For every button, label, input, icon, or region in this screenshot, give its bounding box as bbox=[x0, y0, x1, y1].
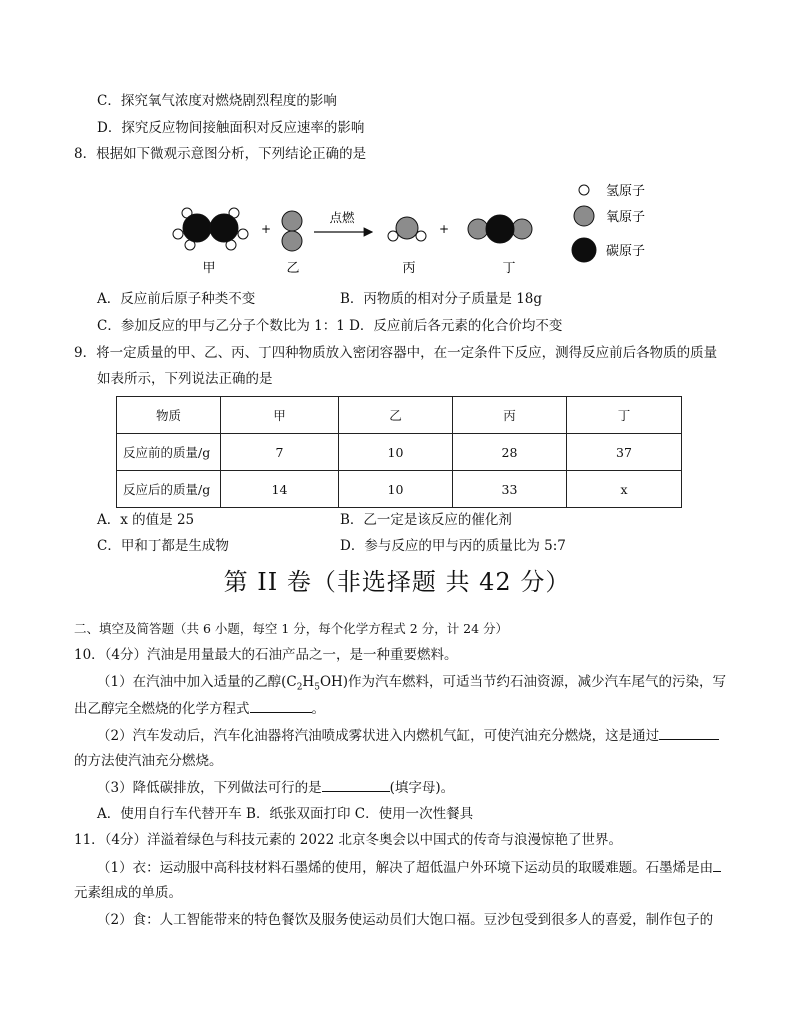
table-cell: 37 bbox=[567, 434, 682, 471]
q11-part2-line1: （2）食：人工智能带来的特色餐饮及服务使运动员们大饱口福。豆沙包受到很多人的喜爱，制作包子的 bbox=[97, 912, 714, 928]
q10-part3: （3）降低碳排放，下列做法可行的是 (填字母)。 bbox=[97, 780, 455, 796]
q8-option-b: B．丙物质的相对分子质量是 18g bbox=[340, 291, 543, 307]
q8-option-cd: C．参加反应的甲与乙分子个数比为 1：1 D．反应前后各元素的化合价均不变 bbox=[97, 318, 563, 334]
label-ding: 丁 bbox=[502, 261, 516, 276]
table-header-row bbox=[117, 397, 682, 434]
q10-part2-line1: （2）汽车发动后，汽车化油器将汽油喷成雾状进入内燃机气缸，可使汽油充分燃烧，这是通过 bbox=[97, 726, 719, 745]
legend-oxygen: 氧原子 bbox=[606, 210, 646, 225]
answer-blank[interactable] bbox=[250, 699, 312, 713]
q9-option-b: B．乙一定是该反应的催化剂 bbox=[340, 512, 512, 528]
q11-part1-line2: 元素组成的单质。 bbox=[74, 885, 182, 901]
q11-part1-line1: （1）衣：运动服中高科技材料石墨烯的使用，解决了超低温户外环境下运动员的取暖难题。石墨烯是由 bbox=[97, 858, 721, 877]
table-cell: x bbox=[567, 471, 682, 508]
q9-option-d: D．参与反应的甲与丙的质量比为 5:7 bbox=[340, 538, 566, 554]
q9-option-c: C．甲和丁都是生成物 bbox=[97, 538, 229, 554]
table-cell: 7 bbox=[221, 434, 339, 471]
q7-option-d: D．探究反应物间接触面积对反应速率的影响 bbox=[97, 120, 365, 136]
legend-carbon: 碳原子 bbox=[606, 244, 646, 259]
molecule-jia bbox=[173, 208, 248, 250]
q8-option-a: A．反应前后原子种类不变 bbox=[97, 291, 256, 307]
table-cell: 33 bbox=[453, 471, 567, 508]
answer-blank[interactable] bbox=[322, 778, 390, 792]
q8-molecule-diagram bbox=[0, 170, 794, 280]
plus-sign-1: + bbox=[260, 222, 272, 236]
arrow-label: 点燃 bbox=[329, 210, 355, 225]
q9-stem-line1: 9．将一定质量的甲、乙、丙、丁四种物质放入密闭容器中，在一定条件下反应，测得反应前后各物质的质量 bbox=[74, 345, 718, 361]
label-bing: 丙 bbox=[402, 261, 416, 276]
q9-stem-line2: 如表所示，下列说法正确的是 bbox=[97, 371, 273, 387]
molecule-ding bbox=[468, 215, 532, 243]
table-row bbox=[117, 471, 682, 508]
label-jia: 甲 bbox=[202, 261, 216, 276]
q9-option-a: A．x 的值是 25 bbox=[97, 512, 195, 528]
q8-stem: 8．根据如下微观示意图分析，下列结论正确的是 bbox=[74, 146, 367, 162]
q10-part2-line2: 的方法使汽油充分燃烧。 bbox=[74, 753, 223, 769]
answer-blank[interactable] bbox=[713, 858, 721, 872]
table-header-cell: 丁 bbox=[567, 397, 682, 434]
table-header-cell: 甲 bbox=[221, 397, 339, 434]
table-cell: 10 bbox=[339, 471, 453, 508]
q10-options: A．使用自行车代替开车 B．纸张双面打印 C．使用一次性餐具 bbox=[97, 806, 474, 822]
plus-sign-2: + bbox=[438, 222, 450, 236]
table-cell: 10 bbox=[339, 434, 453, 471]
table-header-cell: 物质 bbox=[117, 397, 221, 434]
legend bbox=[572, 185, 596, 262]
q10-part1-line1: （1）在汽油中加入适量的乙醇$(C_2H_5OH)$作为汽车燃料，可适当节约石油资源，减少汽车尾气的污染，写 bbox=[97, 674, 727, 693]
table-row bbox=[117, 434, 682, 471]
q11-stem: 11．（4分）洋溢着绿色与科技元素的 2022 北京冬奥会以中国式的传奇与浪漫惊艳了世界。 bbox=[74, 832, 622, 848]
q10-stem: 10．（4分）汽油是用量最大的石油产品之一，是一种重要燃料。 bbox=[74, 647, 458, 663]
answer-blank[interactable] bbox=[659, 726, 719, 740]
molecule-bing bbox=[388, 217, 426, 241]
table-cell: 14 bbox=[221, 471, 339, 508]
table-cell: 28 bbox=[453, 434, 567, 471]
q10-part1-line2: 出乙醇完全燃烧的化学方程式 。 bbox=[74, 701, 325, 717]
q9-mass-table bbox=[116, 396, 682, 508]
label-yi: 乙 bbox=[286, 261, 300, 276]
table-header-cell: 丙 bbox=[453, 397, 567, 434]
table-header-cell: 乙 bbox=[339, 397, 453, 434]
section-2-title: 第 II 卷（非选择题 共 42 分） bbox=[223, 568, 571, 596]
q7-option-c: C．探究氧气浓度对燃烧剧烈程度的影响 bbox=[97, 93, 337, 109]
legend-hydrogen: 氢原子 bbox=[606, 184, 646, 199]
table-cell: 反应后的质量/g bbox=[117, 471, 221, 508]
part2-heading: 二、填空及简答题（共 6 小题，每空 1 分，每个化学方程式 2 分，计 24 分） bbox=[74, 621, 509, 636]
table-cell: 反应前的质量/g bbox=[117, 434, 221, 471]
molecule-yi bbox=[282, 211, 302, 251]
